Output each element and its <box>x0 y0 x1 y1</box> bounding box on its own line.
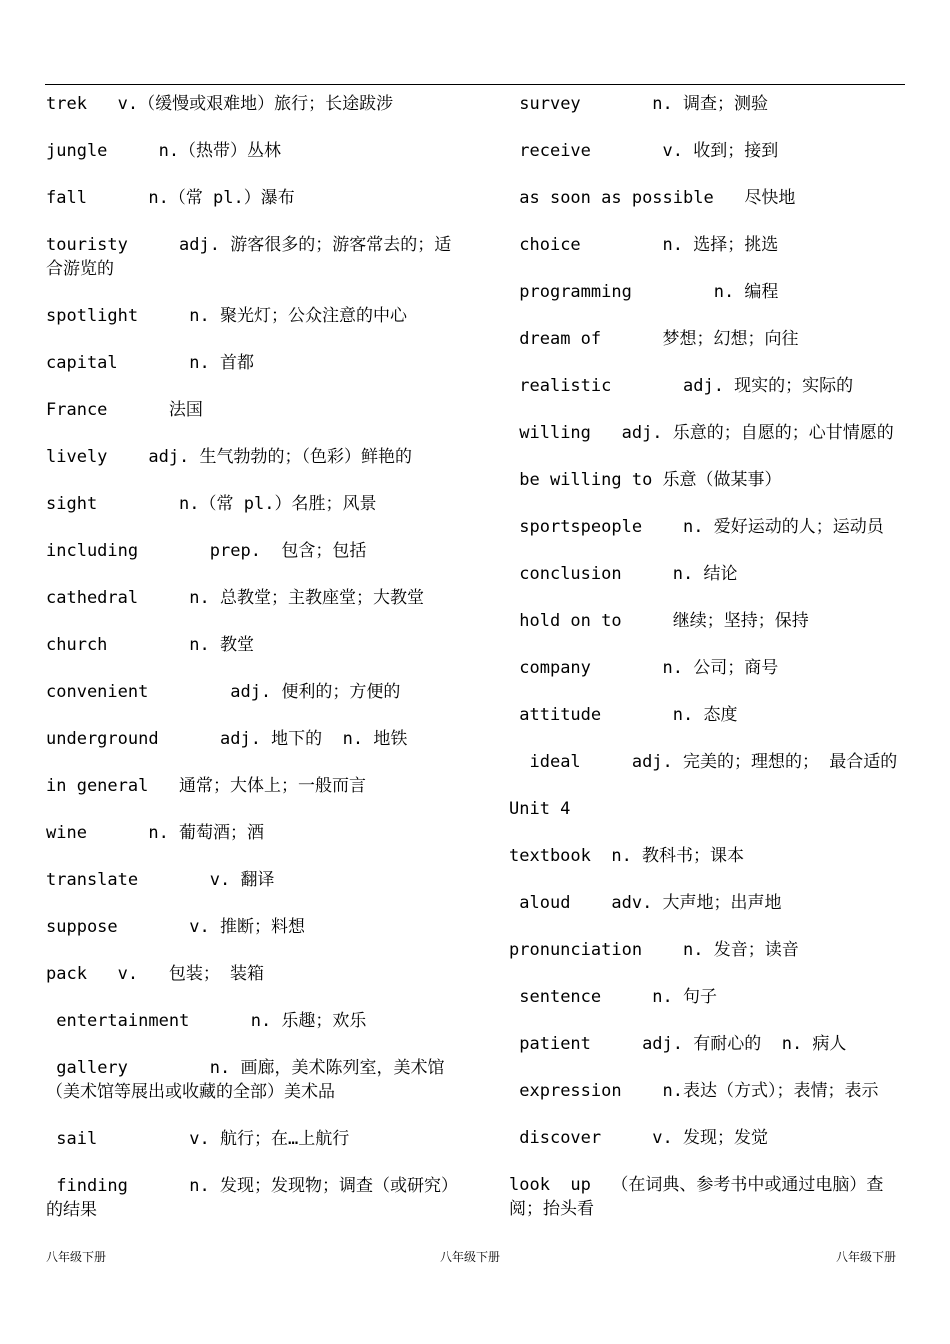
footer-right: 八年级下册 <box>836 1250 897 1264</box>
right-column <box>509 92 909 1221</box>
vocab-entry: realistic adj. 现实的；实际的 <box>509 376 854 396</box>
unit-heading: Unit 4 <box>509 799 571 819</box>
vocab-entry: lively adj. 生气勃勃的；（色彩）鲜艳的 <box>46 447 413 467</box>
vocab-entry: in general 通常；大体上；一般而言 <box>46 776 367 796</box>
vocab-entry: entertainment n. 乐趣；欢乐 <box>46 1011 367 1031</box>
vocab-entry: gallery n. 画廊，美术陈列室，美术馆（美术馆等展出或收藏的全部）美术品 <box>46 1058 445 1102</box>
vocab-entry: France 法国 <box>46 400 203 420</box>
vocab-entry: suppose v. 推断；料想 <box>46 917 305 937</box>
vocab-entry: discover v. 发现；发觉 <box>509 1128 769 1148</box>
vocab-entry: wine n. 葡萄酒；酒 <box>46 823 265 843</box>
vocab-entry: fall n.（常 pl.）瀑布 <box>46 188 295 208</box>
vocab-entry: look up （在词典、参考书中或通过电脑）查阅；抬头看 <box>509 1175 884 1219</box>
vocab-entry: company n. 公司；商号 <box>509 658 779 678</box>
vocab-entry: choice n. 选择；挑选 <box>509 235 779 255</box>
footer-center: 八年级下册 <box>440 1250 501 1264</box>
vocab-entry: underground adj. 地下的 n. 地铁 <box>46 729 408 749</box>
vocab-entry: translate v. 翻译 <box>46 870 275 890</box>
top-rule <box>45 84 905 85</box>
vocab-entry: survey n. 调查；测验 <box>509 94 769 114</box>
vocab-entry: patient adj. 有耐心的 n. 病人 <box>509 1034 847 1054</box>
vocab-entry: pack v. 包装； 装箱 <box>46 964 265 984</box>
vocab-entry: willing adj. 乐意的；自愿的；心甘情愿的 <box>509 423 894 443</box>
vocab-entry: sail v. 航行；在…上航行 <box>46 1129 350 1149</box>
vocab-entry: spotlight n. 聚光灯；公众注意的中心 <box>46 306 407 326</box>
vocab-entry: textbook n. 教科书；课本 <box>509 846 745 866</box>
vocab-entry: sportspeople n. 爱好运动的人；运动员 <box>509 517 884 537</box>
vocab-entry: aloud adv. 大声地；出声地 <box>509 893 782 913</box>
vocab-entry: church n. 教堂 <box>46 635 254 655</box>
vocab-entry: hold on to 继续；坚持；保持 <box>509 611 809 631</box>
vocab-entry: sentence n. 句子 <box>509 987 718 1007</box>
vocab-entry: programming n. 编程 <box>509 282 779 302</box>
left-column <box>46 92 466 1222</box>
vocab-entry: sight n.（常 pl.）名胜；风景 <box>46 494 377 514</box>
vocab-entry: touristy adj. 游客很多的；游客常去的；适合游览的 <box>46 235 452 279</box>
vocab-entry: cathedral n. 总教堂；主教座堂；大教堂 <box>46 588 424 608</box>
vocab-entry: including prep. 包含；包括 <box>46 541 367 561</box>
vocab-entry: as soon as possible 尽快地 <box>509 188 796 208</box>
vocab-entry: finding n. 发现；发现物；调查（或研究）的结果 <box>46 1176 459 1220</box>
vocab-entry: pronunciation n. 发音；读音 <box>509 940 799 960</box>
vocab-entry: attitude n. 态度 <box>509 705 738 725</box>
vocab-entry: ideal adj. 完美的；理想的； 最合适的 <box>509 752 898 772</box>
vocab-entry: dream of 梦想；幻想；向往 <box>509 329 799 349</box>
vocab-entry: capital n. 首都 <box>46 353 254 373</box>
vocab-entry: expression n.表达（方式）；表情；表示 <box>509 1081 879 1101</box>
vocab-entry: receive v. 收到；接到 <box>509 141 779 161</box>
footer-left: 八年级下册 <box>46 1250 107 1264</box>
vocab-entry: be willing to 乐意（做某事） <box>509 470 782 490</box>
vocab-entry: trek v.（缓慢或艰难地）旅行；长途跋涉 <box>46 94 394 114</box>
vocab-entry: jungle n.（热带）丛林 <box>46 141 282 161</box>
vocab-entry: convenient adj. 便利的；方便的 <box>46 682 401 702</box>
vocab-entry: conclusion n. 结论 <box>509 564 738 584</box>
